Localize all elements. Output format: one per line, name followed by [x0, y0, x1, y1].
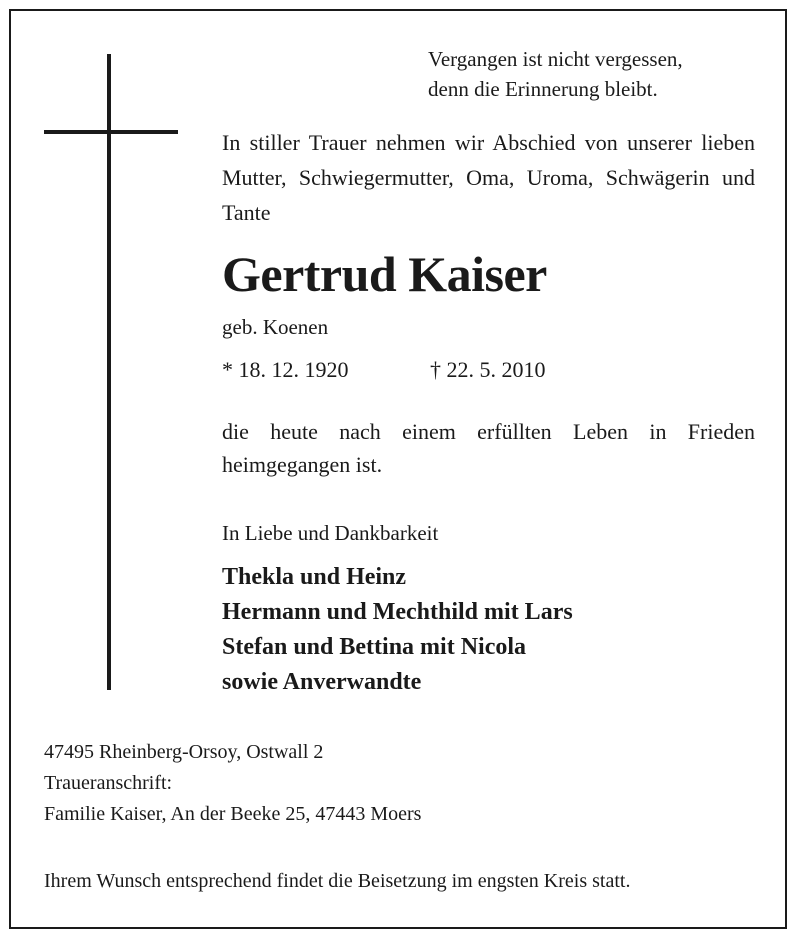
family-member: sowie Anverwandte — [222, 669, 422, 695]
family-member: Hermann und Mechthild mit Lars — [222, 599, 573, 625]
birth-date: * 18. 12. 1920 — [222, 357, 349, 382]
mourning-address: Familie Kaiser, An der Beeke 25, 47443 Moers — [44, 803, 422, 825]
residence-address: 47495 Rheinberg-Orsoy, Ostwall 2 — [44, 741, 324, 763]
motto — [428, 44, 683, 104]
gratitude-line: In Liebe und Dankbarkeit — [222, 521, 439, 545]
motto-line-2: denn die Erinnerung bleibt. — [428, 77, 658, 101]
motto-line-1: Vergangen ist nicht vergessen, — [428, 47, 683, 71]
deceased-name: Gertrud Kaiser — [222, 246, 547, 302]
burial-note: Ihrem Wunsch entsprechend findet die Beisetzung im engsten Kreis statt. — [44, 870, 631, 892]
cross-vertical-bar — [107, 54, 111, 690]
address-block — [44, 737, 421, 830]
cross-horizontal-bar — [44, 130, 178, 134]
death-date: † 22. 5. 2010 — [430, 357, 546, 382]
maiden-name: geb. Koenen — [222, 315, 329, 339]
life-dates — [222, 354, 546, 386]
mourning-address-label: Traueranschrift: — [44, 772, 173, 794]
passage-text: die heute nach einem erfüllten Leben in Frieden heimgegangen ist. — [222, 419, 755, 477]
family-member: Stefan und Bettina mit Nicola — [222, 634, 527, 660]
intro-text: In stiller Trauer nehmen wir Abschied von unserer lieben Mutter, Schwiegermutter, Oma, Uroma, Schwägerin und Tante — [222, 130, 755, 225]
family-list — [222, 560, 573, 700]
family-member: Thekla und Heinz — [222, 564, 407, 590]
